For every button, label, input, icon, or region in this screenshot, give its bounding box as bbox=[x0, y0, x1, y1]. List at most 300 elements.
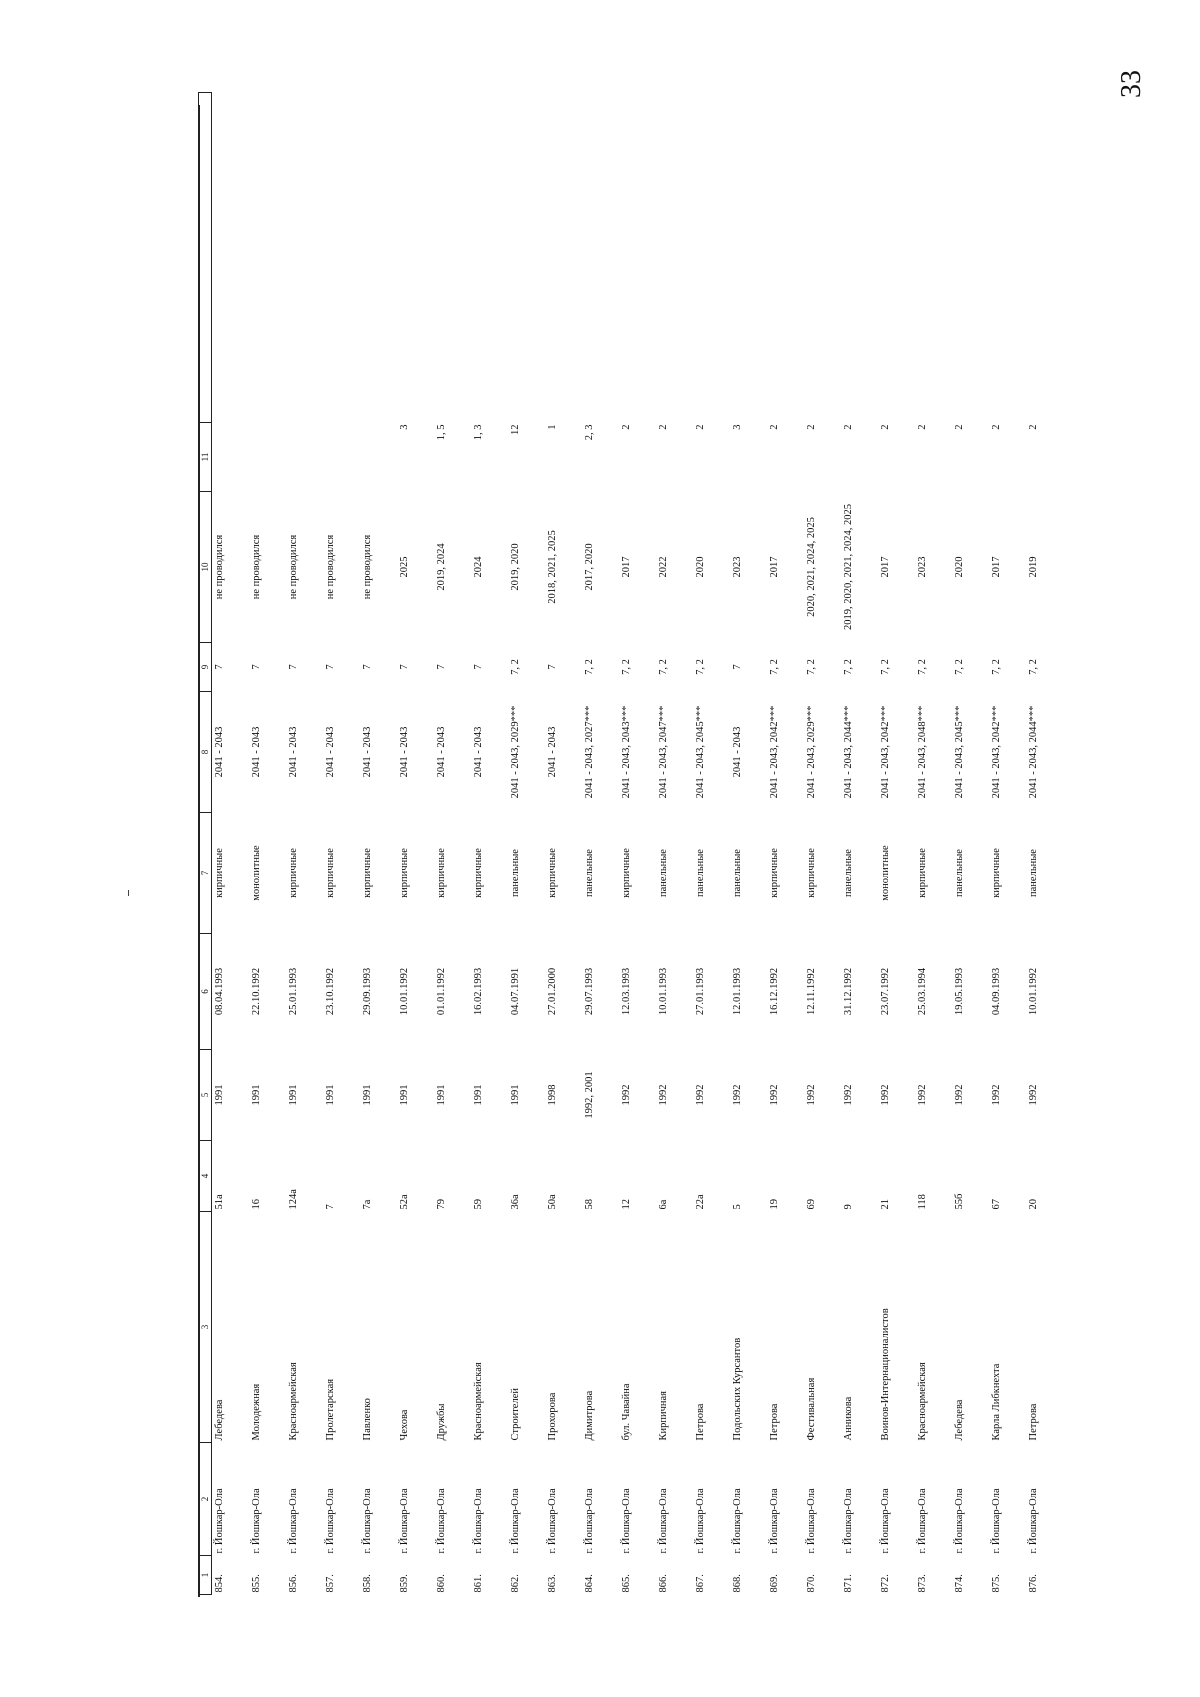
city-cell: г. Йошкар-Ола bbox=[621, 1488, 632, 1554]
build-year-cell: 1992 bbox=[695, 1084, 706, 1106]
walls-material-cell: кирпичные bbox=[806, 848, 817, 898]
extra-cell bbox=[619, 93, 656, 423]
floors-cell bbox=[249, 423, 286, 492]
column-header: 1 bbox=[199, 1556, 212, 1595]
extra-cell bbox=[286, 93, 323, 423]
commission-date-cell: 01.01.1992 bbox=[436, 967, 447, 1016]
street-cell: Петрова bbox=[1028, 1403, 1039, 1441]
floors-cell: 2 bbox=[806, 424, 817, 430]
planned-period-cell: 2041 - 2043 bbox=[251, 726, 262, 778]
house-number-cell: 7а bbox=[362, 1199, 373, 1210]
commission-date-cell: 16.02.1993 bbox=[473, 967, 484, 1016]
extra-cell bbox=[767, 93, 804, 423]
row-number: 862. bbox=[510, 1574, 521, 1593]
completed-years-cell: 2025 bbox=[399, 556, 410, 578]
extra-cell bbox=[212, 93, 250, 423]
completed-years-cell: 2020 bbox=[695, 556, 706, 578]
city-cell: г. Йошкар-Ола bbox=[1028, 1488, 1039, 1554]
extra-cell bbox=[952, 93, 989, 423]
house-number-cell: 12 bbox=[621, 1199, 632, 1210]
commission-date-cell: 04.07.1991 bbox=[510, 967, 521, 1016]
floors-cell: 12 bbox=[510, 424, 521, 435]
house-number-cell: 20 bbox=[1028, 1199, 1039, 1210]
completed-years-cell: не проводился bbox=[325, 534, 336, 600]
table-row bbox=[804, 93, 841, 1595]
column-header: 2 bbox=[199, 1443, 212, 1556]
row-number: 869. bbox=[769, 1574, 780, 1593]
commission-date-cell: 31.12.1992 bbox=[843, 967, 854, 1016]
street-cell: Димитрова bbox=[584, 1390, 595, 1441]
house-number-cell: 50а bbox=[547, 1194, 558, 1210]
build-year-cell: 1992 bbox=[843, 1084, 854, 1106]
house-number-cell: 55б bbox=[954, 1193, 965, 1210]
completed-years-cell: 2017, 2020 bbox=[584, 543, 595, 591]
house-number-cell: 51а bbox=[214, 1194, 225, 1210]
planned-period-cell: 2041 - 2043, 2029*** bbox=[806, 705, 817, 799]
city-cell: г. Йошкар-Ола bbox=[473, 1488, 484, 1554]
row-number: 860. bbox=[436, 1574, 447, 1593]
city-cell: г. Йошкар-Ола bbox=[843, 1488, 854, 1554]
completed-years-cell: 2023 bbox=[732, 556, 743, 578]
commission-date-cell: 25.03.1994 bbox=[917, 967, 928, 1016]
row-number: 872. bbox=[880, 1574, 891, 1593]
city-cell: г. Йошкар-Ола bbox=[954, 1488, 965, 1554]
walls-material-cell: кирпичные bbox=[991, 848, 1002, 898]
extra-cell bbox=[878, 93, 915, 423]
walls-material-cell: панельные bbox=[954, 849, 965, 897]
completed-years-cell: 2020 bbox=[954, 556, 965, 578]
commission-date-cell: 12.03.1993 bbox=[621, 967, 632, 1016]
work-types-cell: 7 bbox=[436, 664, 447, 670]
table-row bbox=[582, 93, 619, 1595]
house-number-cell: 7 bbox=[325, 1204, 336, 1210]
row-number: 866. bbox=[658, 1574, 669, 1593]
floors-cell: 2 bbox=[991, 424, 1002, 430]
commission-date-cell: 08.04.1993 bbox=[214, 967, 225, 1016]
floors-cell bbox=[323, 423, 360, 492]
extra-cell bbox=[804, 93, 841, 423]
work-types-cell: 7 bbox=[732, 664, 743, 670]
completed-years-cell: 2023 bbox=[917, 556, 928, 578]
work-types-cell: 7, 2 bbox=[695, 659, 706, 675]
city-cell: г. Йошкар-Ола bbox=[732, 1488, 743, 1554]
work-types-cell: 7 bbox=[288, 664, 299, 670]
city-cell: г. Йошкар-Ола bbox=[510, 1488, 521, 1554]
city-cell: г. Йошкар-Ола bbox=[769, 1488, 780, 1554]
work-types-cell: 7, 2 bbox=[880, 659, 891, 675]
table-row bbox=[841, 93, 878, 1595]
extra-cell bbox=[249, 93, 286, 423]
work-types-cell: 7, 2 bbox=[658, 659, 669, 675]
completed-years-cell: не проводился bbox=[362, 534, 373, 600]
completed-years-cell: 2017 bbox=[621, 556, 632, 578]
planned-period-cell: 2041 - 2043 bbox=[325, 726, 336, 778]
street-cell: Кирпичная bbox=[658, 1390, 669, 1441]
column-header: 3 bbox=[199, 1212, 212, 1443]
column-header: 11 bbox=[199, 423, 212, 492]
commission-date-cell: 12.11.1992 bbox=[806, 968, 817, 1015]
city-cell: г. Йошкар-Ола bbox=[695, 1488, 706, 1554]
city-cell: г. Йошкар-Ола bbox=[399, 1488, 410, 1554]
walls-material-cell: кирпичные bbox=[547, 848, 558, 898]
table-row bbox=[1026, 93, 1063, 1595]
build-year-cell: 1992 bbox=[991, 1084, 1002, 1106]
planned-period-cell: 2041 - 2043, 2043*** bbox=[621, 705, 632, 799]
commission-date-cell: 04.09.1993 bbox=[991, 967, 1002, 1016]
build-year-cell: 1991 bbox=[288, 1084, 299, 1106]
planned-period-cell: 2041 - 2043 bbox=[214, 726, 225, 778]
walls-material-cell: кирпичные bbox=[621, 848, 632, 898]
street-cell: Красноармейская bbox=[473, 1362, 484, 1441]
extra-cell bbox=[841, 93, 878, 423]
commission-date-cell: 23.10.1992 bbox=[325, 967, 336, 1016]
house-number-cell: 59 bbox=[473, 1199, 484, 1210]
column-number-row bbox=[199, 93, 212, 1595]
work-types-cell: 7 bbox=[362, 664, 373, 670]
street-cell: Воинов-Интернационалистов bbox=[880, 1308, 891, 1441]
table-row bbox=[471, 93, 508, 1595]
house-number-cell: 118 bbox=[917, 1194, 928, 1210]
street-cell: Анникова bbox=[843, 1396, 854, 1441]
walls-material-cell: монолитные bbox=[880, 845, 891, 901]
planned-period-cell: 2041 - 2043 bbox=[399, 726, 410, 778]
planned-period-cell: 2041 - 2043 bbox=[732, 726, 743, 778]
table-row bbox=[286, 93, 323, 1595]
commission-date-cell: 27.01.1993 bbox=[695, 967, 706, 1016]
walls-material-cell: кирпичные bbox=[214, 848, 225, 898]
work-types-cell: 7, 2 bbox=[917, 659, 928, 675]
walls-material-cell: монолитные bbox=[251, 845, 262, 901]
table-row bbox=[249, 93, 286, 1595]
city-cell: г. Йошкар-Ола bbox=[436, 1488, 447, 1554]
commission-date-cell: 29.07.1993 bbox=[584, 967, 595, 1016]
completed-years-cell: 2022 bbox=[658, 556, 669, 578]
planned-period-cell: 2041 - 2043 bbox=[362, 726, 373, 778]
completed-years-cell: 2019, 2024 bbox=[436, 543, 447, 591]
work-types-cell: 7, 2 bbox=[843, 659, 854, 675]
planned-period-cell: 2041 - 2043 bbox=[473, 726, 484, 778]
rotated-table-container bbox=[198, 105, 1048, 1595]
street-cell: Петрова bbox=[769, 1403, 780, 1441]
column-header: 8 bbox=[199, 692, 212, 813]
commission-date-cell: 19.05.1993 bbox=[954, 967, 965, 1016]
extra-cell bbox=[323, 93, 360, 423]
build-year-cell: 1991 bbox=[362, 1084, 373, 1106]
commission-date-cell: 22.10.1992 bbox=[251, 967, 262, 1016]
walls-material-cell: кирпичные bbox=[325, 848, 336, 898]
table-row bbox=[952, 93, 989, 1595]
table-row bbox=[212, 93, 250, 1595]
floors-cell bbox=[212, 423, 250, 492]
floors-cell: 2 bbox=[880, 424, 891, 430]
build-year-cell: 1991 bbox=[214, 1084, 225, 1106]
housing-table bbox=[198, 92, 1063, 1595]
column-header: 6 bbox=[199, 934, 212, 1050]
column-header: 4 bbox=[199, 1141, 212, 1212]
street-cell: бул. Чавайна bbox=[621, 1383, 632, 1441]
planned-period-cell: 2041 - 2043, 2044*** bbox=[843, 705, 854, 799]
page-number: 33 bbox=[1116, 70, 1147, 98]
planned-period-cell: 2041 - 2043 bbox=[288, 726, 299, 778]
floors-cell: 2 bbox=[658, 424, 669, 430]
floors-cell: 3 bbox=[399, 424, 410, 430]
house-number-cell: 16 bbox=[251, 1199, 262, 1210]
city-cell: г. Йошкар-Ола bbox=[251, 1488, 262, 1554]
floors-cell: 1, 5 bbox=[436, 424, 447, 441]
street-cell: Павленко bbox=[362, 1398, 373, 1441]
work-types-cell: 7 bbox=[473, 664, 484, 670]
city-cell: г. Йошкар-Ола bbox=[917, 1488, 928, 1554]
commission-date-cell: 10.01.1992 bbox=[1028, 967, 1039, 1016]
column-header: 9 bbox=[199, 643, 212, 692]
row-number: 873. bbox=[917, 1574, 928, 1593]
row-number: 871. bbox=[843, 1574, 854, 1593]
work-types-cell: 7, 2 bbox=[1028, 659, 1039, 675]
commission-date-cell: 23.07.1992 bbox=[880, 967, 891, 1016]
extra-cell bbox=[656, 93, 693, 423]
planned-period-cell: 2041 - 2043 bbox=[436, 726, 447, 778]
extra-cell bbox=[1026, 93, 1063, 423]
walls-material-cell: панельные bbox=[732, 849, 743, 897]
floors-cell: 2 bbox=[1028, 424, 1039, 430]
table-row bbox=[360, 93, 397, 1595]
work-types-cell: 7 bbox=[214, 664, 225, 670]
table-body bbox=[212, 93, 1064, 1595]
street-cell: Красноармейская bbox=[288, 1362, 299, 1441]
row-number: 858. bbox=[362, 1574, 373, 1593]
row-number: 876. bbox=[1028, 1574, 1039, 1593]
planned-period-cell: 2041 - 2043, 2042*** bbox=[769, 705, 780, 799]
build-year-cell: 1992 bbox=[917, 1084, 928, 1106]
street-cell: Прохорова bbox=[547, 1392, 558, 1441]
completed-years-cell: 2017 bbox=[880, 556, 891, 578]
extra-cell bbox=[545, 93, 582, 423]
floors-cell: 2, 3 bbox=[584, 424, 595, 441]
street-cell: Красноармейская bbox=[917, 1362, 928, 1441]
walls-material-cell: кирпичные bbox=[473, 848, 484, 898]
work-types-cell: 7, 2 bbox=[510, 659, 521, 675]
floors-cell: 2 bbox=[769, 424, 780, 430]
completed-years-cell: 2020, 2021, 2024, 2025 bbox=[806, 517, 817, 617]
row-number: 857. bbox=[325, 1574, 336, 1593]
planned-period-cell: 2041 - 2043, 2029*** bbox=[510, 705, 521, 799]
commission-date-cell: 29.09.1993 bbox=[362, 967, 373, 1016]
extra-cell bbox=[360, 93, 397, 423]
row-number: 870. bbox=[806, 1574, 817, 1593]
completed-years-cell: не проводился bbox=[288, 534, 299, 600]
planned-period-cell: 2041 - 2043, 2048*** bbox=[917, 705, 928, 799]
floors-cell: 2 bbox=[917, 424, 928, 430]
build-year-cell: 1992 bbox=[954, 1084, 965, 1106]
city-cell: г. Йошкар-Ола bbox=[658, 1488, 669, 1554]
column-header: 7 bbox=[199, 813, 212, 934]
table-row bbox=[693, 93, 730, 1595]
build-year-cell: 1992 bbox=[769, 1084, 780, 1106]
build-year-cell: 1992, 2001 bbox=[584, 1071, 595, 1119]
build-year-cell: 1991 bbox=[436, 1084, 447, 1106]
build-year-cell: 1998 bbox=[547, 1084, 558, 1106]
work-types-cell: 7, 2 bbox=[769, 659, 780, 675]
planned-period-cell: 2041 - 2043, 2045*** bbox=[954, 705, 965, 799]
street-cell: Дружбы bbox=[436, 1403, 447, 1441]
table-row bbox=[397, 93, 434, 1595]
column-header: 5 bbox=[199, 1050, 212, 1141]
build-year-cell: 1992 bbox=[806, 1084, 817, 1106]
house-number-cell: 19 bbox=[769, 1199, 780, 1210]
house-number-cell: 52а bbox=[399, 1194, 410, 1210]
work-types-cell: 7, 2 bbox=[621, 659, 632, 675]
row-number: 863. bbox=[547, 1574, 558, 1593]
city-cell: г. Йошкар-Ола bbox=[288, 1488, 299, 1554]
walls-material-cell: кирпичные bbox=[399, 848, 410, 898]
commission-date-cell: 27.01.2000 bbox=[547, 967, 558, 1016]
completed-years-cell: 2018, 2021, 2025 bbox=[547, 530, 558, 604]
commission-date-cell: 10.01.1993 bbox=[658, 967, 669, 1016]
planned-period-cell: 2041 - 2043, 2042*** bbox=[880, 705, 891, 799]
floors-cell bbox=[360, 423, 397, 492]
walls-material-cell: панельные bbox=[584, 849, 595, 897]
walls-material-cell: кирпичные bbox=[436, 848, 447, 898]
house-number-cell: 36а bbox=[510, 1194, 521, 1210]
extra-cell bbox=[989, 93, 1026, 423]
floors-cell: 2 bbox=[695, 424, 706, 430]
house-number-cell: 79 bbox=[436, 1199, 447, 1210]
house-number-cell: 124а bbox=[288, 1189, 299, 1210]
house-number-cell: 6а bbox=[658, 1199, 669, 1210]
planned-period-cell: 2041 - 2043, 2047*** bbox=[658, 705, 669, 799]
row-number: 856. bbox=[288, 1574, 299, 1593]
commission-date-cell: 10.01.1992 bbox=[399, 967, 410, 1016]
floors-cell bbox=[286, 423, 323, 492]
city-cell: г. Йошкар-Ола bbox=[325, 1488, 336, 1554]
extra-cell bbox=[397, 93, 434, 423]
planned-period-cell: 2041 - 2043, 2045*** bbox=[695, 705, 706, 799]
work-types-cell: 7 bbox=[547, 664, 558, 670]
floors-cell: 2 bbox=[843, 424, 854, 430]
extra-cell bbox=[508, 93, 545, 423]
house-number-cell: 5 bbox=[732, 1204, 743, 1210]
walls-material-cell: кирпичные bbox=[362, 848, 373, 898]
build-year-cell: 1992 bbox=[658, 1084, 669, 1106]
build-year-cell: 1991 bbox=[510, 1084, 521, 1106]
planned-period-cell: 2041 - 2043, 2044*** bbox=[1028, 705, 1039, 799]
work-types-cell: 7, 2 bbox=[991, 659, 1002, 675]
walls-material-cell: панельные bbox=[843, 849, 854, 897]
row-number: 865. bbox=[621, 1574, 632, 1593]
table-row bbox=[323, 93, 360, 1595]
street-cell: Фестивальная bbox=[806, 1377, 817, 1441]
city-cell: г. Йошкар-Ола bbox=[991, 1488, 1002, 1554]
completed-years-cell: 2017 bbox=[769, 556, 780, 578]
table-row bbox=[434, 93, 471, 1595]
walls-material-cell: кирпичные bbox=[288, 848, 299, 898]
house-number-cell: 21 bbox=[880, 1199, 891, 1210]
street-cell: Молодежная bbox=[251, 1383, 262, 1441]
work-types-cell: 7, 2 bbox=[584, 659, 595, 675]
column-header bbox=[199, 93, 212, 423]
build-year-cell: 1991 bbox=[473, 1084, 484, 1106]
city-cell: г. Йошкар-Ола bbox=[214, 1488, 225, 1554]
walls-material-cell: кирпичные bbox=[769, 848, 780, 898]
walls-material-cell: панельные bbox=[695, 849, 706, 897]
planned-period-cell: 2041 - 2043, 2027*** bbox=[584, 705, 595, 799]
floors-cell: 1 bbox=[547, 424, 558, 430]
commission-date-cell: 12.01.1993 bbox=[732, 967, 743, 1016]
extra-cell bbox=[915, 93, 952, 423]
planned-period-cell: 2041 - 2043 bbox=[547, 726, 558, 778]
city-cell: г. Йошкар-Ола bbox=[362, 1488, 373, 1554]
build-year-cell: 1992 bbox=[732, 1084, 743, 1106]
completed-years-cell: не проводился bbox=[251, 534, 262, 600]
house-number-cell: 69 bbox=[806, 1199, 817, 1210]
completed-years-cell: не проводился bbox=[214, 534, 225, 600]
walls-material-cell: кирпичные bbox=[917, 848, 928, 898]
city-cell: г. Йошкар-Ола bbox=[806, 1488, 817, 1554]
commission-date-cell: 16.12.1992 bbox=[769, 967, 780, 1016]
house-number-cell: 58 bbox=[584, 1199, 595, 1210]
extra-cell bbox=[434, 93, 471, 423]
extra-cell bbox=[582, 93, 619, 423]
completed-years-cell: 2017 bbox=[991, 556, 1002, 578]
row-number: 875. bbox=[991, 1574, 1002, 1593]
build-year-cell: 1991 bbox=[399, 1084, 410, 1106]
scan-mark bbox=[128, 890, 129, 896]
city-cell: г. Йошкар-Ола bbox=[547, 1488, 558, 1554]
commission-date-cell: 25.01.1993 bbox=[288, 967, 299, 1016]
extra-cell bbox=[730, 93, 767, 423]
column-header: 10 bbox=[199, 492, 212, 643]
city-cell: г. Йошкар-Ола bbox=[880, 1488, 891, 1554]
row-number: 867. bbox=[695, 1574, 706, 1593]
floors-cell: 2 bbox=[954, 424, 965, 430]
table-row bbox=[915, 93, 952, 1595]
street-cell: Лебедева bbox=[954, 1399, 965, 1441]
table-row bbox=[989, 93, 1026, 1595]
city-cell: г. Йошкар-Ола bbox=[584, 1488, 595, 1554]
house-number-cell: 22а bbox=[695, 1194, 706, 1210]
work-types-cell: 7 bbox=[251, 664, 262, 670]
build-year-cell: 1991 bbox=[251, 1084, 262, 1106]
build-year-cell: 1991 bbox=[325, 1084, 336, 1106]
floors-cell: 2 bbox=[621, 424, 632, 430]
row-number: 855. bbox=[251, 1574, 262, 1593]
table-row bbox=[508, 93, 545, 1595]
work-types-cell: 7, 2 bbox=[954, 659, 965, 675]
table-row bbox=[545, 93, 582, 1595]
house-number-cell: 9 bbox=[843, 1204, 854, 1210]
table-row bbox=[730, 93, 767, 1595]
build-year-cell: 1992 bbox=[621, 1084, 632, 1106]
walls-material-cell: панельные bbox=[658, 849, 669, 897]
row-number: 859. bbox=[399, 1574, 410, 1593]
street-cell: Петрова bbox=[695, 1403, 706, 1441]
planned-period-cell: 2041 - 2043, 2042*** bbox=[991, 705, 1002, 799]
street-cell: Пролетарская bbox=[325, 1378, 336, 1441]
completed-years-cell: 2019, 2020, 2021, 2024, 2025 bbox=[843, 504, 854, 630]
street-cell: Подольских Курсантов bbox=[732, 1337, 743, 1441]
street-cell: Карла Либкнехта bbox=[991, 1363, 1002, 1441]
work-types-cell: 7 bbox=[325, 664, 336, 670]
completed-years-cell: 2019 bbox=[1028, 556, 1039, 578]
street-cell: Лебедева bbox=[214, 1399, 225, 1441]
table-row bbox=[656, 93, 693, 1595]
floors-cell: 3 bbox=[732, 424, 743, 430]
build-year-cell: 1992 bbox=[1028, 1084, 1039, 1106]
build-year-cell: 1992 bbox=[880, 1084, 891, 1106]
row-number: 864. bbox=[584, 1574, 595, 1593]
extra-cell bbox=[471, 93, 508, 423]
work-types-cell: 7 bbox=[399, 664, 410, 670]
